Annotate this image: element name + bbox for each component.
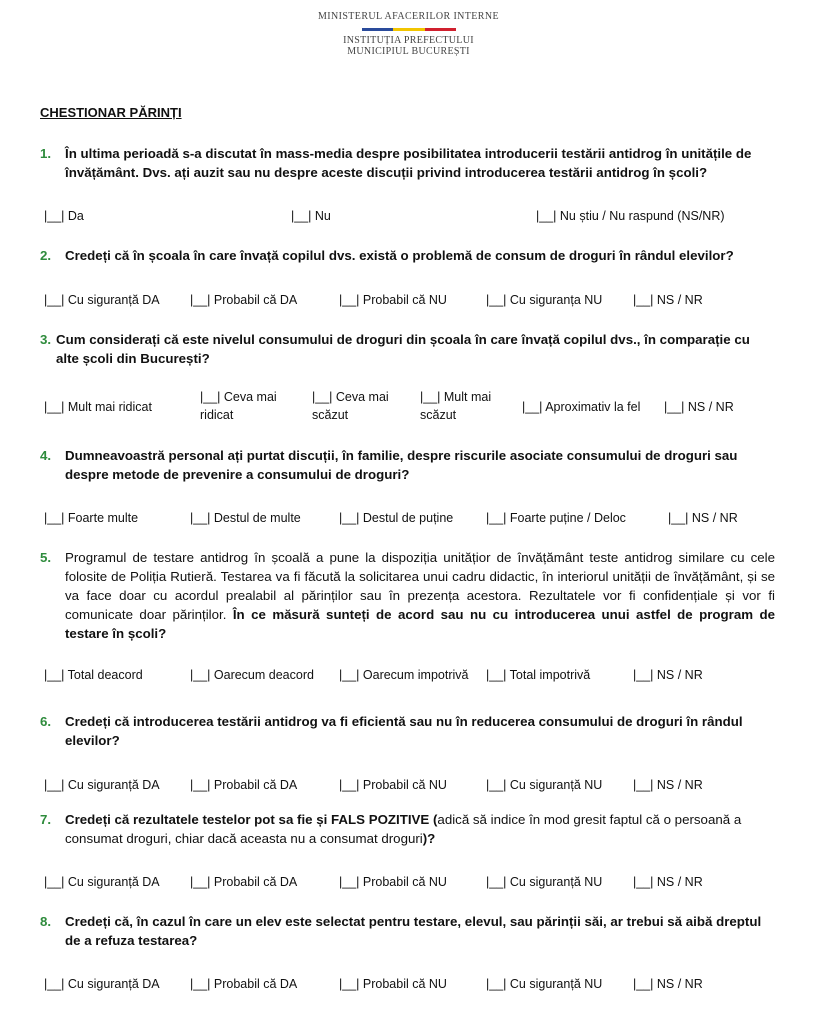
ministry-name: MINISTERUL AFACERILOR INTERNE xyxy=(317,11,500,22)
prefecture-name xyxy=(0,35,817,57)
option-checkbox[interactable]: |__| Ceva mai ridicat xyxy=(200,390,277,422)
option-checkbox[interactable]: |__| Total impotrivă xyxy=(486,668,591,682)
question-text xyxy=(65,548,775,643)
question-text: Credeți că introducerea testării antidrog va fi eficientă sau nu în reducerea consumului de droguri în rândul elevilor? xyxy=(65,714,743,748)
tricolor-red xyxy=(425,28,456,31)
question-text: Dumneavoastră personal ați purtat discuții, în familie, despre riscurile asociate consumului de droguri sau despre metode de prevenire a consumului de droguri? xyxy=(65,448,738,482)
question-text: În ultima perioadă s-a discutat în mass-media despre posibilitatea introducerii testării antidrog în unitățile de învățământ. Dvs. ați auzit sau nu despre aceste discuții privind introducerea testării antidrog în școli? xyxy=(65,146,752,180)
question-explanation: adică să indice în mod gresit faptul că o persoană a consumat droguri, chiar dacă aceasta nu a consumat droguri xyxy=(65,812,742,846)
question-number: 6. xyxy=(40,714,52,729)
question-number: 4. xyxy=(40,448,52,463)
option-checkbox[interactable]: |__| Nu știu / Nu raspund (NS/NR) xyxy=(536,209,725,223)
question-1 xyxy=(40,144,775,182)
option-checkbox[interactable]: |__| Cu siguranța NU xyxy=(486,293,603,307)
option-checkbox[interactable]: |__| Foarte puține / Deloc xyxy=(486,511,626,525)
option-checkbox[interactable]: |__| Probabil că DA xyxy=(190,778,298,792)
question-number: 1. xyxy=(40,146,52,161)
question-text: Cum considerați că este nivelul consumului de droguri din școala în care învață copilul dvs., în comparație cu alte școli din București? xyxy=(56,332,750,366)
option-checkbox[interactable]: |__| Ceva mai scăzut xyxy=(312,390,389,422)
question-context: Programul de testare antidrog în școală a pune la dispoziția unitățior de învățământ teste antidrog similare cu cele folosite de Poliția Rutieră. Testarea va fi făcută la solicitarea unui cadru didactic, în interiorul unității de învățământ, și se va face doar cu acordul prealabil al părinților sau în prezența acestora. Rezultatele vor fi confidențiale și vor fi comunicate doar părinților. xyxy=(65,550,775,622)
prefecture-line-2: MUNICIPIUL BUCUREȘTI xyxy=(347,46,470,57)
question-7 xyxy=(40,810,775,848)
option-checkbox[interactable]: |__| NS / NR xyxy=(633,977,703,991)
option-checkbox[interactable]: |__| Oarecum impotrivă xyxy=(339,668,469,682)
option-checkbox[interactable]: |__| Nu xyxy=(291,209,331,223)
option-checkbox[interactable]: |__| NS / NR xyxy=(668,511,738,525)
question-text xyxy=(65,810,775,848)
option-checkbox[interactable]: |__| Cu siguranță DA xyxy=(44,977,160,991)
option-checkbox[interactable]: |__| Mult mai scăzut xyxy=(420,390,492,422)
question-number: 2. xyxy=(40,248,52,263)
question-number: 7. xyxy=(40,812,52,827)
question-8 xyxy=(40,912,775,950)
option-checkbox[interactable]: |__| Foarte multe xyxy=(44,511,139,525)
option-checkbox[interactable]: |__| NS / NR xyxy=(633,668,703,682)
option-checkbox[interactable]: |__| NS / NR xyxy=(633,293,703,307)
option-checkbox[interactable]: |__| Probabil că NU xyxy=(339,875,447,889)
option-checkbox[interactable]: |__| Cu siguranță DA xyxy=(44,875,160,889)
option-checkbox[interactable]: |__| NS / NR xyxy=(633,875,703,889)
question-prompt-end: )? xyxy=(422,831,436,846)
question-5 xyxy=(40,548,775,643)
question-4 xyxy=(40,446,775,484)
option-checkbox[interactable]: |__| Oarecum deacord xyxy=(190,668,314,682)
question-number: 5. xyxy=(40,550,52,565)
question-prompt-start: Credeți că rezultatele testelor pot sa fie și FALS POZITIVE ( xyxy=(65,812,438,827)
tricolor-bar xyxy=(362,28,456,31)
option-checkbox[interactable]: |__| Cu siguranță NU xyxy=(486,875,603,889)
option-checkbox[interactable]: |__| Cu siguranță NU xyxy=(486,778,603,792)
question-text: Credeți că în școala în care învață copilul dvs. există o problemă de consum de droguri în rândul elevilor? xyxy=(65,248,734,263)
document-title: CHESTIONAR PĂRINȚI xyxy=(40,105,182,120)
question-6 xyxy=(40,712,775,750)
question-number: 8. xyxy=(40,914,52,929)
option-checkbox[interactable]: |__| Probabil că NU xyxy=(339,778,447,792)
option-checkbox[interactable]: |__| Cu siguranță DA xyxy=(44,778,160,792)
option-checkbox[interactable]: |__| Probabil că NU xyxy=(339,293,447,307)
option-checkbox[interactable]: |__| Probabil că DA xyxy=(190,293,298,307)
option-checkbox[interactable]: |__| Destul de multe xyxy=(190,511,301,525)
question-prompt: În ce măsură sunteți de acord sau nu cu introducerea unui astfel de program de testare în școli? xyxy=(65,607,776,641)
option-checkbox[interactable]: |__| Probabil că NU xyxy=(339,977,447,991)
option-checkbox[interactable]: |__| Cu siguranță NU xyxy=(486,977,603,991)
option-checkbox[interactable]: |__| Total deacord xyxy=(44,668,143,682)
option-checkbox[interactable]: |__| Probabil că DA xyxy=(190,977,298,991)
option-checkbox[interactable]: |__| Mult mai ridicat xyxy=(44,400,152,414)
option-checkbox[interactable]: |__| NS / NR xyxy=(664,400,734,414)
option-checkbox[interactable]: |__| Da xyxy=(44,209,84,223)
tricolor-yellow xyxy=(393,28,424,31)
option-checkbox[interactable]: |__| Cu siguranță DA xyxy=(44,293,160,307)
question-number: 3. xyxy=(40,332,52,347)
question-2 xyxy=(40,246,775,265)
prefecture-line-1: INSTITUȚIA PREFECTULUI xyxy=(343,35,474,46)
option-checkbox[interactable]: |__| Aproximativ la fel xyxy=(522,400,641,414)
question-3 xyxy=(40,330,775,368)
option-checkbox[interactable]: |__| Probabil că DA xyxy=(190,875,298,889)
question-text: Credeți că, în cazul în care un elev este selectat pentru testare, elevul, sau părinții săi, ar trebui să aibă dreptul de a refuza testarea? xyxy=(65,914,762,948)
option-checkbox[interactable]: |__| NS / NR xyxy=(633,778,703,792)
tricolor-blue xyxy=(362,28,393,31)
option-checkbox[interactable]: |__| Destul de puține xyxy=(339,511,454,525)
